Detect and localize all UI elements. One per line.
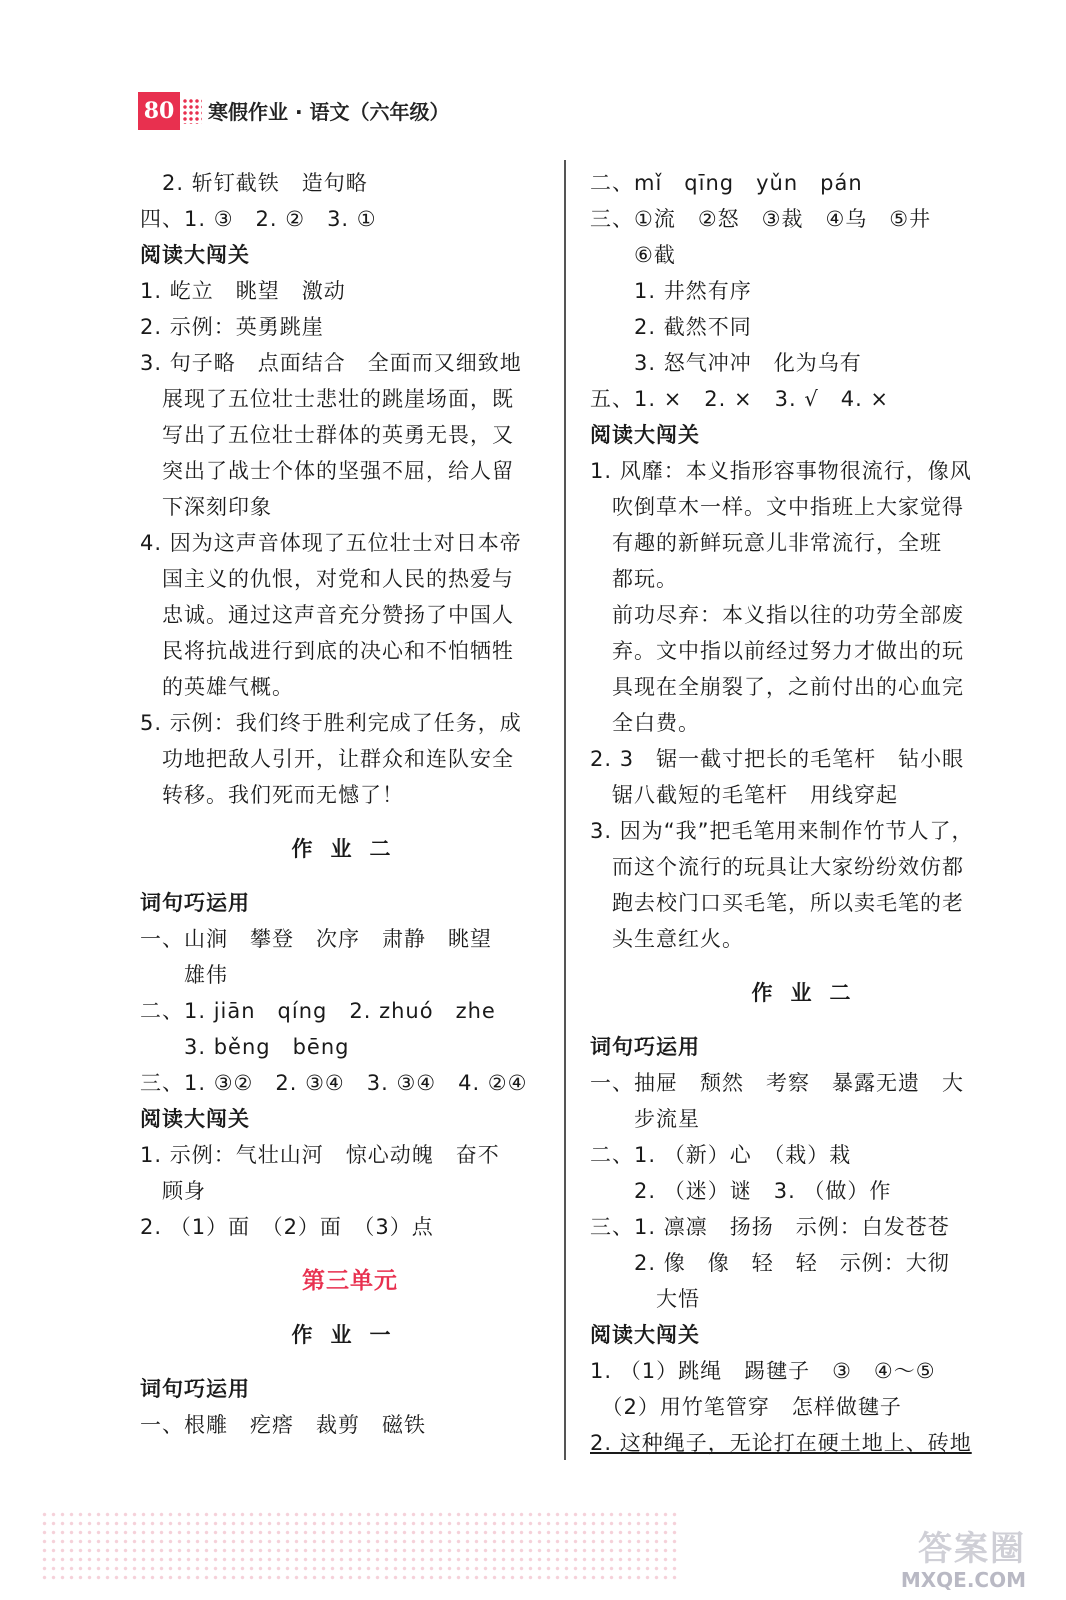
answer-line: 2. 截然不同	[590, 315, 752, 339]
answer-line: 2. （1）面 （2）面 （3）点	[140, 1215, 434, 1239]
answer-line: 转移。我们死而无憾了！	[140, 783, 404, 807]
spacer	[140, 1299, 560, 1317]
answer-line: 前功尽弃：本义指以往的功劳全部废	[590, 603, 964, 627]
footer-dots-decoration	[40, 1510, 680, 1580]
spacer	[140, 1245, 560, 1263]
answer-line: ⑥截	[590, 243, 676, 267]
answer-line: 一、山涧 攀登 次序 肃静 眺望	[140, 927, 492, 951]
answer-line: 雄伟	[140, 963, 228, 987]
answer-line: 全白费。	[590, 711, 700, 735]
answer-line: 头生意红火。	[590, 927, 744, 951]
spacer	[590, 1011, 1030, 1029]
section-heading: 词句巧运用	[590, 1035, 700, 1059]
answer-line: （2）用竹笔管穿 怎样做毽子	[590, 1395, 902, 1419]
answer-line: 国主义的仇恨，对党和人民的热爱与	[140, 567, 514, 591]
answer-line: 的英雄气概。	[140, 675, 294, 699]
answer-line: 二、mǐ qīng yǔn pán	[590, 171, 863, 195]
answer-line: 二、1. （新）心 （栽）栽	[590, 1143, 852, 1167]
answer-line: 锯八截短的毛笔杆 用线穿起	[590, 783, 898, 807]
answer-line: 具现在全崩裂了，之前付出的心血完	[590, 675, 964, 699]
left-column	[140, 165, 560, 1443]
spacer	[140, 867, 560, 885]
spacer	[590, 957, 1030, 975]
answer-line: 2. 斩钉截铁 造句略	[140, 171, 368, 195]
answer-line: 3. 怒气冲冲 化为乌有	[590, 351, 862, 375]
answer-line: 2. 示例：英勇跳崖	[140, 315, 324, 339]
answer-line: 1. 井然有序	[590, 279, 752, 303]
unit-title: 第三单元	[302, 1268, 398, 1294]
page-header	[138, 92, 448, 130]
answer-line: 三、1. ③② 2. ③④ 3. ③④ 4. ②④	[140, 1071, 528, 1095]
answer-line: 功地把敌人引开，让群众和连队安全	[140, 747, 514, 771]
answer-line: 顾身	[140, 1179, 206, 1203]
answer-line: 5. 示例：我们终于胜利完成了任务，成	[140, 711, 522, 735]
answer-line: 1. 风靡：本义指形容事物很流行，像风	[590, 459, 972, 483]
answer-line: 有趣的新鲜玩意儿非常流行，全班	[590, 531, 942, 555]
spacer	[140, 813, 560, 831]
answer-line: 1. 示例：气壮山河 惊心动魄 奋不	[140, 1143, 500, 1167]
answer-line: 五、1. × 2. × 3. √ 4. ×	[590, 387, 890, 411]
section-heading: 阅读大闯关	[590, 423, 700, 447]
answer-line: 4. 因为这声音体现了五位壮士对日本帝	[140, 531, 522, 555]
answer-line: 都玩。	[590, 567, 678, 591]
right-column	[590, 165, 1030, 1461]
answer-line: 1. 屹立 眺望 激动	[140, 279, 346, 303]
answer-line: 下深刻印象	[140, 495, 272, 519]
answer-line: 2. （迷）谜 3. （做）作	[590, 1179, 892, 1203]
book-title: 寒假作业 · 语文（六年级）	[208, 100, 450, 124]
section-heading: 阅读大闯关	[140, 243, 250, 267]
answer-line: 民将抗战进行到底的决心和不怕牺牲	[140, 639, 514, 663]
watermark-url: MXQE.COM	[900, 1568, 1026, 1592]
section-heading: 词句巧运用	[140, 891, 250, 915]
assignment-title: 作业二	[751, 981, 869, 1005]
answer-line: 展现了五位壮士悲壮的跳崖场面，既	[140, 387, 514, 411]
watermark-logo: 答案圈	[918, 1529, 1026, 1569]
answer-line: 大悟	[590, 1287, 700, 1311]
answer-line: 2. 3 锯一截寸把长的毛笔杆 钻小眼	[590, 747, 965, 771]
answer-line: 3. běng bēng	[140, 1035, 350, 1059]
answer-line: 1. （1）跳绳 踢毽子 ③ ④～⑤	[590, 1359, 936, 1383]
answer-line: 一、根雕 疙瘩 裁剪 磁铁	[140, 1413, 426, 1437]
page-number: 80	[138, 92, 180, 130]
answer-line: 2. 像 像 轻 轻 示例：大彻	[590, 1251, 950, 1275]
section-heading: 阅读大闯关	[140, 1107, 250, 1131]
answer-line: 三、1. 凛凛 扬扬 示例：白发苍苍	[590, 1215, 950, 1239]
answer-line: 写出了五位壮士群体的英勇无畏，又	[140, 423, 514, 447]
section-heading: 词句巧运用	[140, 1377, 250, 1401]
answer-line: 一、抽屉 颓然 考察 暴露无遗 大	[590, 1071, 964, 1095]
answer-line: 四、1. ③ 2. ② 3. ①	[140, 207, 377, 231]
answer-line: 而这个流行的玩具让大家纷纷效仿都	[590, 855, 964, 879]
assignment-title: 作业一	[291, 1323, 409, 1347]
answer-line: 突出了战士个体的坚强不屈，给人留	[140, 459, 514, 483]
assignment-title: 作业二	[291, 837, 409, 861]
answer-line: 三、①流 ②怒 ③裁 ④乌 ⑤井	[590, 207, 932, 231]
answer-line: 2. 这种绳子，无论打在硬土地上、砖地	[590, 1431, 972, 1455]
answer-line: 二、1. jiān qíng 2. zhuó zhe	[140, 999, 496, 1023]
answer-line: 3. 因为“我”把毛笔用来制作竹节人了，	[590, 819, 974, 843]
spacer	[140, 1353, 560, 1371]
answer-line: 跑去校门口买毛笔，所以卖毛笔的老	[590, 891, 964, 915]
section-heading: 阅读大闯关	[590, 1323, 700, 1347]
answer-line: 步流星	[590, 1107, 700, 1131]
header-dots-decoration	[182, 98, 202, 124]
answer-line: 3. 句子略 点面结合 全面而又细致地	[140, 351, 522, 375]
column-divider	[564, 160, 566, 1460]
answer-line: 吹倒草木一样。文中指班上大家觉得	[590, 495, 964, 519]
answer-line: 忠诚。通过这声音充分赞扬了中国人	[140, 603, 514, 627]
answer-line: 弃。文中指以前经过努力才做出的玩	[590, 639, 964, 663]
